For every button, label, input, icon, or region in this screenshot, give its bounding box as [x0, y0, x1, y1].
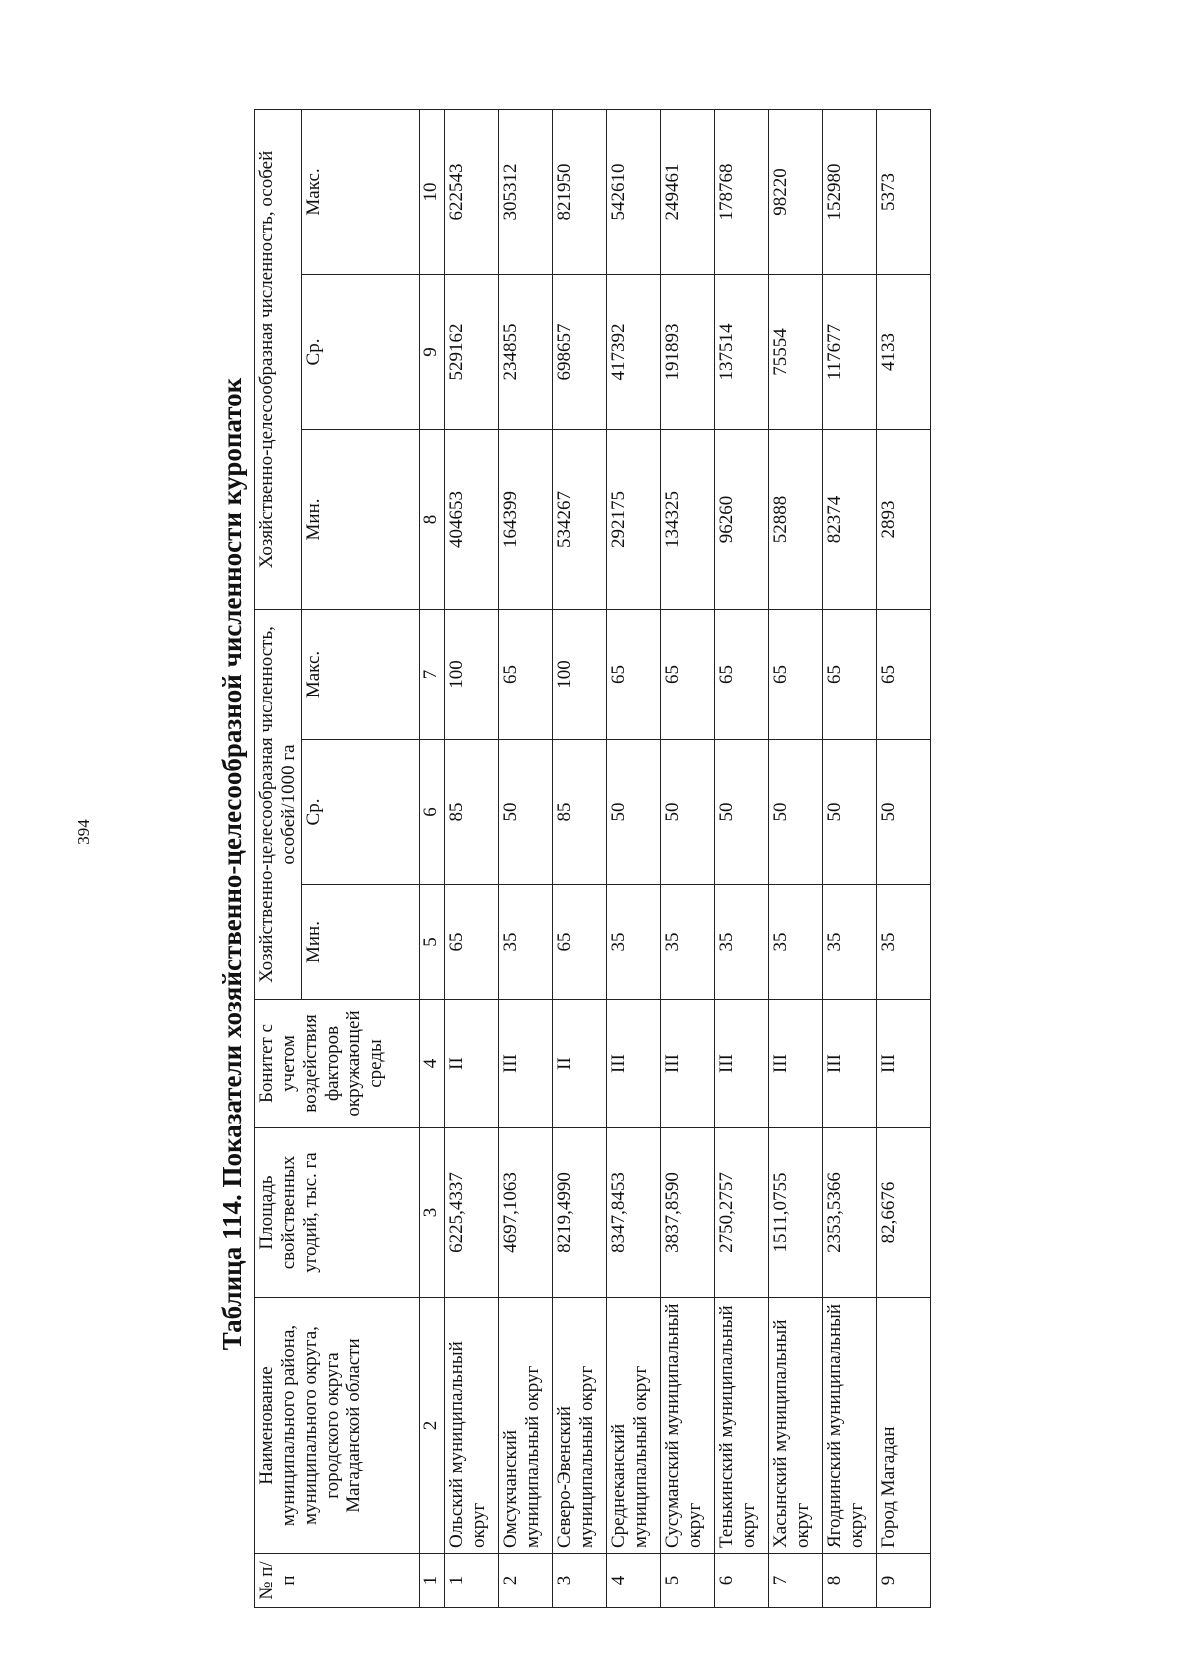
density-avg-cell: 50 [498, 740, 552, 885]
count-avg-cell: 234855 [498, 274, 552, 429]
bonitet-cell: III [822, 1000, 876, 1128]
row-number-cell: 6 [714, 1554, 768, 1608]
column-number: 6 [419, 740, 444, 885]
count-avg-cell: 4133 [876, 274, 930, 429]
partridge-population-table [254, 109, 931, 1608]
count-min-cell: 52888 [768, 429, 822, 609]
density-min-cell: 35 [498, 885, 552, 1000]
row-number-cell: 9 [876, 1554, 930, 1608]
header-density-min: Мин. [301, 885, 419, 1000]
table-body [444, 109, 930, 1607]
density-avg-cell: 50 [606, 740, 660, 885]
column-number: 5 [419, 885, 444, 1000]
header-density-max: Макс. [301, 609, 419, 739]
bonitet-cell: III [768, 1000, 822, 1128]
column-number: 4 [419, 1000, 444, 1128]
density-max-cell: 65 [714, 609, 768, 739]
count-avg-cell: 529162 [444, 274, 498, 429]
count-max-cell: 152980 [822, 109, 876, 274]
district-name-cell: Среднеканский муниципальный округ [606, 1298, 660, 1554]
table-row [552, 109, 606, 1607]
area-cell: 6225,4337 [444, 1128, 498, 1298]
area-cell: 4697,1063 [498, 1128, 552, 1298]
density-avg-cell: 50 [660, 740, 714, 885]
density-min-cell: 35 [768, 885, 822, 1000]
district-name-cell: Тенькинский муниципальный округ [714, 1298, 768, 1554]
count-min-cell: 2893 [876, 429, 930, 609]
row-number-cell: 5 [660, 1554, 714, 1608]
header-name: Наименование муниципального района, муниципального округа, городского округа Магаданской области [255, 1298, 420, 1554]
area-cell: 1511,0755 [768, 1128, 822, 1298]
density-min-cell: 35 [876, 885, 930, 1000]
density-avg-cell: 50 [768, 740, 822, 885]
table-row [606, 109, 660, 1607]
row-number-cell: 3 [552, 1554, 606, 1608]
header-count-group: Хозяйственно-целесообразная численность, особей [255, 109, 302, 609]
column-numbers-row [419, 109, 444, 1607]
count-avg-cell: 137514 [714, 274, 768, 429]
density-min-cell: 65 [552, 885, 606, 1000]
count-max-cell: 542610 [606, 109, 660, 274]
table-row [444, 109, 498, 1607]
row-number-cell: 8 [822, 1554, 876, 1608]
density-max-cell: 100 [444, 609, 498, 739]
bonitet-cell: III [606, 1000, 660, 1128]
column-number: 10 [419, 109, 444, 274]
header-density-avg: Ср. [301, 740, 419, 885]
area-cell: 2353,5366 [822, 1128, 876, 1298]
area-cell: 8219,4990 [552, 1128, 606, 1298]
table-row [768, 109, 822, 1607]
density-max-cell: 65 [606, 609, 660, 739]
header-count-avg: Ср. [301, 274, 419, 429]
district-name-cell: Ягоднинский муниципальный округ [822, 1298, 876, 1554]
row-number-cell: 2 [498, 1554, 552, 1608]
header-no: № п/п [255, 1554, 420, 1608]
area-cell: 2750,2757 [714, 1128, 768, 1298]
count-max-cell: 249461 [660, 109, 714, 274]
bonitet-cell: III [660, 1000, 714, 1128]
header-row [255, 109, 302, 1607]
table-row [822, 109, 876, 1607]
count-avg-cell: 75554 [768, 274, 822, 429]
district-name-cell: Город Магадан [876, 1298, 930, 1554]
row-number-cell: 4 [606, 1554, 660, 1608]
count-min-cell: 404653 [444, 429, 498, 609]
density-avg-cell: 50 [822, 740, 876, 885]
district-name-cell: Омсукчанский муниципальный округ [498, 1298, 552, 1554]
count-min-cell: 534267 [552, 429, 606, 609]
count-max-cell: 98220 [768, 109, 822, 274]
header-area: Площадь свойственных угодий, тыс. га [255, 1128, 420, 1298]
density-max-cell: 65 [822, 609, 876, 739]
bonitet-cell: II [552, 1000, 606, 1128]
table-title: Таблица 114. Показатели хозяйственно-целесообразной численности куропаток [217, 377, 247, 1351]
table-row [714, 109, 768, 1607]
district-name-cell: Сусуманский муниципальный округ [660, 1298, 714, 1554]
bonitet-cell: III [714, 1000, 768, 1128]
density-max-cell: 65 [768, 609, 822, 739]
density-min-cell: 35 [822, 885, 876, 1000]
header-bonitet: Бонитет с учетом воздействия факторов окружающей среды [255, 1000, 420, 1128]
bonitet-cell: III [876, 1000, 930, 1128]
header-count-min: Мин. [301, 429, 419, 609]
rotated-page-content [210, 110, 920, 1618]
count-min-cell: 164399 [498, 429, 552, 609]
district-name-cell: Хасынский муниципальный округ [768, 1298, 822, 1554]
area-cell: 8347,8453 [606, 1128, 660, 1298]
density-max-cell: 65 [660, 609, 714, 739]
column-number: 1 [419, 1554, 444, 1608]
count-min-cell: 96260 [714, 429, 768, 609]
count-max-cell: 622543 [444, 109, 498, 274]
density-max-cell: 65 [498, 609, 552, 739]
column-number: 2 [419, 1298, 444, 1554]
count-max-cell: 178768 [714, 109, 768, 274]
district-name-cell: Ольский муниципальный округ [444, 1298, 498, 1554]
density-avg-cell: 85 [444, 740, 498, 885]
density-max-cell: 100 [552, 609, 606, 739]
table-row [660, 109, 714, 1607]
area-cell: 3837,8590 [660, 1128, 714, 1298]
bonitet-cell: III [498, 1000, 552, 1128]
row-number-cell: 1 [444, 1554, 498, 1608]
density-max-cell: 65 [876, 609, 930, 739]
district-name-cell: Северо-Эвенский муниципальный округ [552, 1298, 606, 1554]
density-avg-cell: 50 [714, 740, 768, 885]
count-max-cell: 5373 [876, 109, 930, 274]
count-avg-cell: 698657 [552, 274, 606, 429]
density-avg-cell: 50 [876, 740, 930, 885]
table-row [498, 109, 552, 1607]
count-min-cell: 292175 [606, 429, 660, 609]
count-max-cell: 305312 [498, 109, 552, 274]
bonitet-cell: II [444, 1000, 498, 1128]
density-min-cell: 35 [606, 885, 660, 1000]
count-avg-cell: 191893 [660, 274, 714, 429]
table-row [876, 109, 930, 1607]
page-number: 394 [74, 819, 93, 845]
density-min-cell: 35 [714, 885, 768, 1000]
count-max-cell: 821950 [552, 109, 606, 274]
header-count-max: Макс. [301, 109, 419, 274]
density-avg-cell: 85 [552, 740, 606, 885]
count-min-cell: 134325 [660, 429, 714, 609]
column-number: 8 [419, 429, 444, 609]
area-cell: 82,6676 [876, 1128, 930, 1298]
row-number-cell: 7 [768, 1554, 822, 1608]
column-number: 9 [419, 274, 444, 429]
count-min-cell: 82374 [822, 429, 876, 609]
density-min-cell: 65 [444, 885, 498, 1000]
column-number: 3 [419, 1128, 444, 1298]
density-min-cell: 35 [660, 885, 714, 1000]
header-density-group: Хозяйственно-целесообразная численность, особей/1000 га [255, 609, 302, 999]
column-number: 7 [419, 609, 444, 739]
count-avg-cell: 117677 [822, 274, 876, 429]
count-avg-cell: 417392 [606, 274, 660, 429]
